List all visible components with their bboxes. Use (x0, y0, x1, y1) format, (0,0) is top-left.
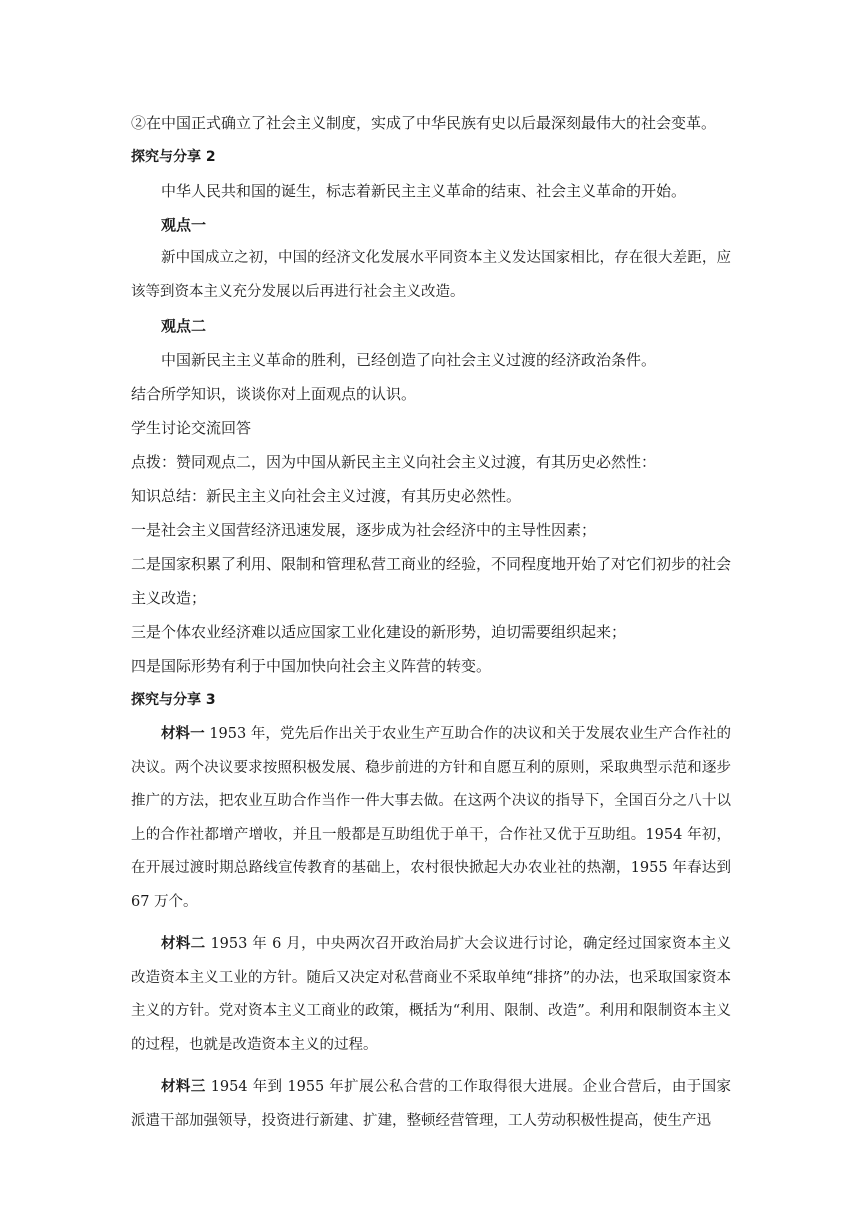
material-title: 材料一 (161, 725, 205, 742)
text-line: ②在中国正式确立了社会主义制度，实成了中华民族有史以后最深刻最伟大的社会变革。 (131, 114, 717, 132)
viewpoint-heading: 观点二 (161, 317, 207, 335)
paragraph: 二是国家积累了利用、限制和管理私营工商业的经验，不同程度地开始了对它们初步的社会主义改造； (131, 555, 732, 607)
section-heading: 探究与分享 2 (131, 149, 216, 165)
text-line: 中华人民共和国的诞生，标志着新民主主义革命的结束、社会主义革命的开始。 (161, 182, 687, 200)
text-line: 点拨：赞同观点二，因为中国从新民主主义向社会主义过渡，有其历史必然性： (131, 453, 657, 471)
material-text: 1953 年 6 月，中央两次召开政治局扩大会议进行讨论，确定经过国家资本主义改造资本主义工业的方针。随后又决定对私营商业不采取单纯“排挤”的办法，也采取国家资本主义的方针。党对资本主义工商业的政策，概括为“利用、限制、改造”。利用和限制资本主义的过程，也就是改造资本主义的过程。 (131, 936, 732, 1053)
material-text: 1954 年到 1955 年扩展公私合营的工作取得很大进展。企业合营后，由于国家派遣干部加强领导，投资进行新建、扩建，整顿经营管理，工人劳动积极性提高，使生产迅 (131, 1079, 731, 1129)
text-line: 中国新民主主义革命的胜利，已经创造了向社会主义过渡的经济政治条件。 (161, 351, 657, 369)
text-line: 结合所学知识，谈谈你对上面观点的认识。 (131, 385, 417, 403)
document-page (131, 106, 731, 1138)
material-paragraph (131, 927, 731, 1062)
text-line: 学生讨论交流回答 (131, 419, 252, 437)
material-title: 材料二 (161, 935, 206, 952)
viewpoint-heading: 观点一 (161, 216, 207, 234)
material-title: 材料三 (161, 1078, 206, 1095)
material-paragraph (131, 717, 731, 919)
section-heading: 探究与分享 3 (131, 692, 216, 708)
text-line: 三是个体农业经济难以适应国家工业化建设的新形势，迫切需要组织起来； (131, 623, 627, 641)
text-line: 四是国际形势有利于中国加快向社会主义阵营的转变。 (131, 657, 492, 675)
text-line: 知识总结：新民主主义向社会主义过渡，有其历史必然性。 (131, 487, 522, 505)
paragraph: 新中国成立之初，中国的经济文化发展水平同资本主义发达国家相比，存在很大差距，应该等到资本主义充分发展以后再进行社会主义改造。 (131, 250, 731, 300)
material-text: 1953 年，党先后作出关于农业生产互助合作的决议和关于发展农业生产合作社的决议。两个决议要求按照积极发展、稳步前进的方针和自愿互利的原则，采取典型示范和逐步推广的方法，把农业互助合作当作一件大事去做。在这两个决议的指导下，全国百分之八十以上的合作社都增产增收，并且一般都是互助组优于单干，合作社又优于互助组。1954 年初，在开展过渡时期总路线宣传教育的基础上，农村很快掀起大办农业社的热潮，1955 年春达到 67 万个。 (131, 726, 731, 910)
text-line: 一是社会主义国营经济迅速发展，逐步成为社会经济中的主导性因素； (131, 521, 597, 539)
material-paragraph (131, 1070, 731, 1138)
